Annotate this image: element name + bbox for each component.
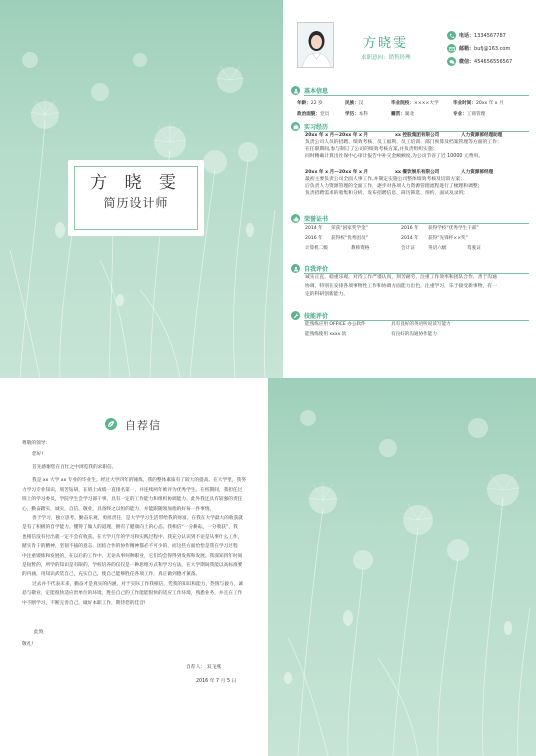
honor-year: 2016 年 xyxy=(305,236,323,241)
honor-year: 2016 年 xyxy=(401,226,419,231)
job-period: 20xx 年 x 月—20xx 年 x 月 xyxy=(305,133,369,138)
letter-regards: 敬礼! xyxy=(22,642,34,647)
honor-year: 2014 年 xyxy=(401,236,419,241)
field-hometown: 籍贯：湖北 xyxy=(391,112,414,117)
user-icon xyxy=(291,264,300,273)
wrench-icon xyxy=(291,311,300,320)
certificate-item: 英语六级 xyxy=(428,246,447,251)
contact-email xyxy=(447,44,510,53)
letter-date: 2016 年 7 月 5 日 xyxy=(196,679,237,684)
section-divider xyxy=(304,223,529,224)
skill-item: 有良好的沟通协作能力 xyxy=(391,332,437,337)
contact-phone xyxy=(447,31,506,40)
honor-item: 获得校“优秀团员” xyxy=(331,236,368,241)
honor-item: 获得学校“优秀学生干部” xyxy=(428,226,479,231)
job-description: 最初主要负责公司全面人事工作,并制定实施公司整体绩效考核及培训方案； 后负责人力资源管理的全面工作，逐步对各项人力资源管理流程进行了梳理和调整; 负责招聘需求的收集和分析、发布招聘信息、简历筛选、预约、面试及录用; xyxy=(305,177,480,197)
section-title: 自我评价 xyxy=(304,266,329,273)
contact-email-value: bufj@163.com xyxy=(474,46,511,52)
section-divider xyxy=(304,95,529,96)
job-period: 20xx 年 x 月—20xx 年 x 月 xyxy=(305,170,369,175)
back-cover-page xyxy=(268,378,536,756)
thumbs-up-icon xyxy=(291,214,300,223)
field-grad-time: 毕业时间：20xx 年 x 月 xyxy=(453,101,504,106)
job-company: xx 餐饮娱乐有限公司 xyxy=(395,170,440,175)
contact-email-label: 邮箱： xyxy=(459,46,475,52)
letter-closing: 此致 xyxy=(34,630,44,635)
wechat-icon xyxy=(447,57,456,66)
contact-wechat-value: 454656556567 xyxy=(474,59,513,65)
contact-phone-label: 电话： xyxy=(459,33,475,39)
section-experience xyxy=(291,122,529,132)
certificate-item: 计算机二级 xyxy=(305,246,328,251)
skill-item: 能熟练使用 xxxx 软 xyxy=(305,332,347,337)
person-icon xyxy=(291,86,300,95)
contact-wechat xyxy=(447,57,512,66)
job-role: 人力资源部经理助理 xyxy=(461,133,503,138)
contact-wechat-label: 微信： xyxy=(459,59,475,65)
email-icon xyxy=(447,44,456,53)
honor-item: 荣获“国家奖学金” xyxy=(331,226,368,231)
letter-title: 自荐信 xyxy=(125,419,161,432)
self-evaluation-text: 诚实正直，稳重乐观，对待工作严谨认真，刻苦耐劳，注重工作效率和团队合作，善于沟通 协调，特别在安排各项事物性工作和协调方面能力出色，注重学习，乐于接受新事物，有一 定的科研创新能力。 xyxy=(305,275,497,297)
certificate-item: 会计证 xyxy=(401,246,415,251)
field-degree: 学历：本科 xyxy=(345,112,368,117)
section-skills xyxy=(291,311,529,321)
letter-salutation: 尊敬的领导： xyxy=(22,441,51,446)
job-company: xx 控股集团有限公司 xyxy=(395,133,440,138)
honor-item: 获得“先锋杯××奖” xyxy=(428,236,469,241)
section-basic-info xyxy=(291,86,529,96)
section-title: 实习经历 xyxy=(304,124,329,131)
field-major: 专业：工商管理 xyxy=(453,112,486,117)
letter-signer: 自荐人： 双飞燕 xyxy=(186,665,222,670)
letter-body: 首先感谢您在百忙之中浏览我的求职信。 我是 xx 大学 xx 专业的毕业生。经过大学四年的锤炼，我的整体素质有了较大的提高。在大学里，我努 力学习专业知识，刻苦钻研，在班上成绩一直排名第一，并连续两年被评为优秀学生。在校期间，我担任过 班上的学习委员，学院学生会学习部干事，具有一定的工作能力和组织协调能力。此外我还具有较强的责任 心，勤奋踏实，诚实，自信，敬业，具备终之以恒的能力，并能跟随领加他的好每一件事情。 善于学习，独立思考，勤奋乐观，勇担责任，是大学学习生活带给我的财富。在我在大学最大的收获就 是有了积极的自学能力。懂得了做人的道理，拥有了健康向上的心态。我相信“一分耕耘，一分收获”，我 也相信没有付出就一定不会有收获。在大学几年的学习和实践过程中，我充分认识到不论是从事什么工作， 踏实肯干的精神，坚韧不拔的意志，团结合作的协作精神都必不可少的，而这些方面恰恰是我在学习过程 中注重锻炼和发展的，在以后的工作中，无论从事何种职业，它们均会得得到发挥和发展。我深知四年时间 是短暂的，所学的知识是有限的，学校培养的仅仅是一种思维方式和学习方法，在大学期间我能以高标准要 的内涵，用知识武装自己，充实自己，使自己能够胜任各项工作，真正做到德才兼备。 过去并不代表未来，勤奋才是真实的内涵，对于实际工作我相信，凭我的知识和能力，热情与毅力，诚 恳与敬业，定能很快适应贵单位的环境，胜任自己的工作能能很快的适应工作环境，熟悉业务，并且在工作 中不断学习，不断完善自己，做好本职工作，期待您的佳音! xyxy=(22,465,246,606)
section-title: 荣誉证书 xyxy=(304,216,329,223)
section-title: 基本信息 xyxy=(304,88,329,95)
section-self-evaluation xyxy=(291,264,529,274)
job-role: 人力资源部经理 xyxy=(461,170,494,175)
briefcase-icon xyxy=(291,122,300,131)
dandelion-illustration xyxy=(268,378,536,756)
contact-phone-value: 1334567787 xyxy=(474,33,506,39)
skill-item: 具有良好的英语听说读写能力 xyxy=(391,322,451,327)
job-intent xyxy=(361,53,411,61)
section-honors xyxy=(291,214,529,224)
field-school: 毕业院校：××××大学 xyxy=(391,101,439,106)
job-intent-value: 销售经理 xyxy=(388,55,411,61)
certificate-item: 教师资格 xyxy=(351,246,370,251)
resume-page xyxy=(283,0,536,378)
profile-photo xyxy=(297,22,334,68)
cover-page xyxy=(0,0,283,378)
job-intent-label: 求职意向： xyxy=(361,55,389,61)
field-age: 年龄：22 岁 xyxy=(297,101,323,106)
field-ethnicity: 民族：汉 xyxy=(345,101,364,106)
field-political: 政治面貌：党员 xyxy=(297,112,330,117)
cover-title-card xyxy=(68,160,204,236)
letter-greeting: 您好! xyxy=(32,452,44,457)
cover-name: 方 晓 雯 xyxy=(90,173,182,193)
certificate-item: 驾驶证 xyxy=(467,246,481,251)
resume-name: 方晓雯 xyxy=(363,36,409,51)
cover-letter-page xyxy=(0,378,268,756)
phone-icon xyxy=(447,31,456,40)
job-description: 负责公司人员的招聘、绩效考核、员工福利、员工培训、部门预算及档案管理等方面的工作； 在任职期间,参与制订了公司的绩效考核方案,并负责组织实施； 同时精确计算出社保中心审计报告中补交金额额度,为公司节省了近 10000 元费用。 xyxy=(305,140,502,160)
section-title: 技能评价 xyxy=(304,313,329,320)
skill-item: 能熟练应用 OFFICE 办公软件 xyxy=(305,322,366,327)
cover-subtitle: 简历设计师 xyxy=(103,196,169,210)
honor-year: 2014 年 xyxy=(305,226,323,231)
